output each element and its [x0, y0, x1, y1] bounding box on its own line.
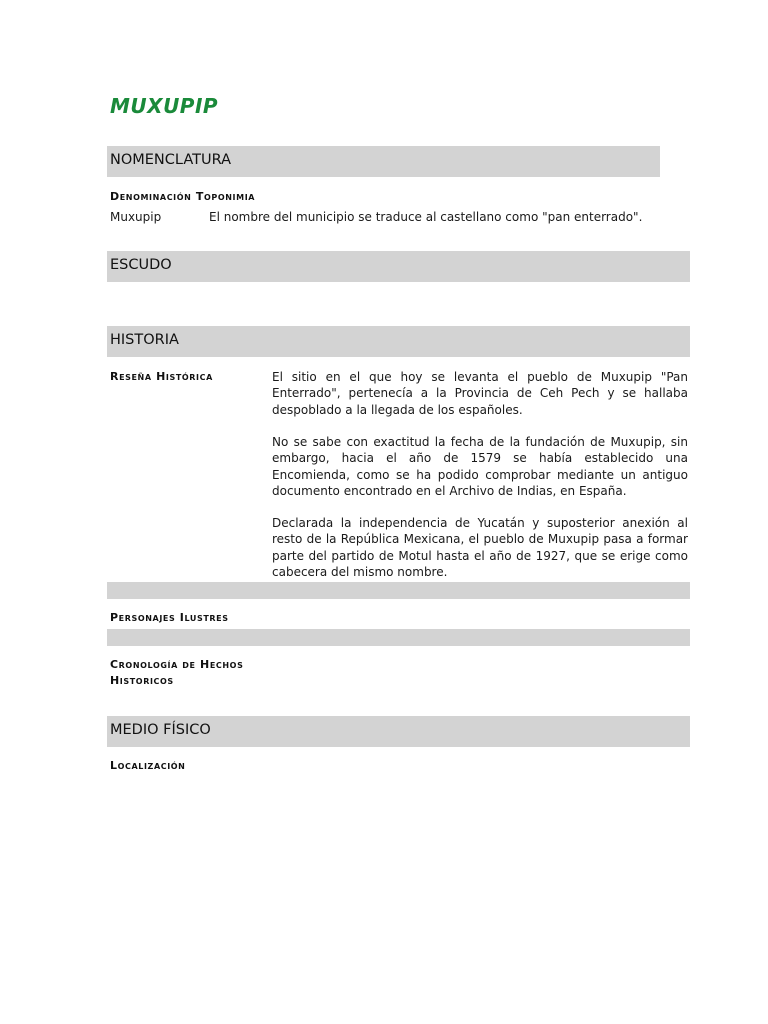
toponym-name: Muxupip — [110, 210, 162, 224]
personajes-ilustres-label: Personajes Ilustres — [110, 611, 229, 624]
section-header-escudo — [107, 251, 690, 282]
cronologia-label-line1: Cronología de Hechos — [110, 658, 244, 671]
divider-bar — [107, 582, 690, 599]
cronologia-label-line2: Historicos — [110, 674, 174, 687]
section-title: HISTORIA — [110, 332, 179, 348]
section-title: ESCUDO — [110, 257, 172, 273]
localizacion-label: Localización — [110, 759, 186, 772]
divider-bar — [107, 629, 690, 646]
section-header-historia — [107, 326, 690, 357]
denominacion-heading: Denominación Toponimia — [110, 190, 256, 203]
toponym-meaning: El nombre del municipio se traduce al castellano como "pan enterrado". — [209, 210, 643, 224]
section-title: NOMENCLATURA — [110, 152, 231, 168]
page-title: MUXUPIP — [110, 94, 219, 118]
history-paragraph: No se sabe con exactitud la fecha de la fundación de Muxupip, sin embargo, hacia el año de 1579 se había establecido una Encomienda, como se ha podido comprobar mediante un antiguo documento encontrado en el Archivo de Indias, en España. — [272, 435, 688, 498]
section-header-medio-fisico — [107, 716, 690, 747]
history-paragraph: El sitio en el que hoy se levanta el pueblo de Muxupip "Pan Enterrado", pertenecía a la Provincia de Ceh Pech y se hallaba despoblado a la llegada de los españoles. — [272, 370, 688, 417]
section-header-nomenclatura — [107, 146, 660, 177]
history-paragraph: Declarada la independencia de Yucatán y suposterior anexión al resto de la República Mexicana, el pueblo de Muxupip pasa a formar parte del partido de Motul hasta el año de 1927, que se erige como cabecera del mismo nombre. — [272, 516, 688, 579]
section-title: MEDIO FÍSICO — [110, 722, 211, 738]
resena-historica-label: Reseña Histórica — [110, 370, 213, 383]
